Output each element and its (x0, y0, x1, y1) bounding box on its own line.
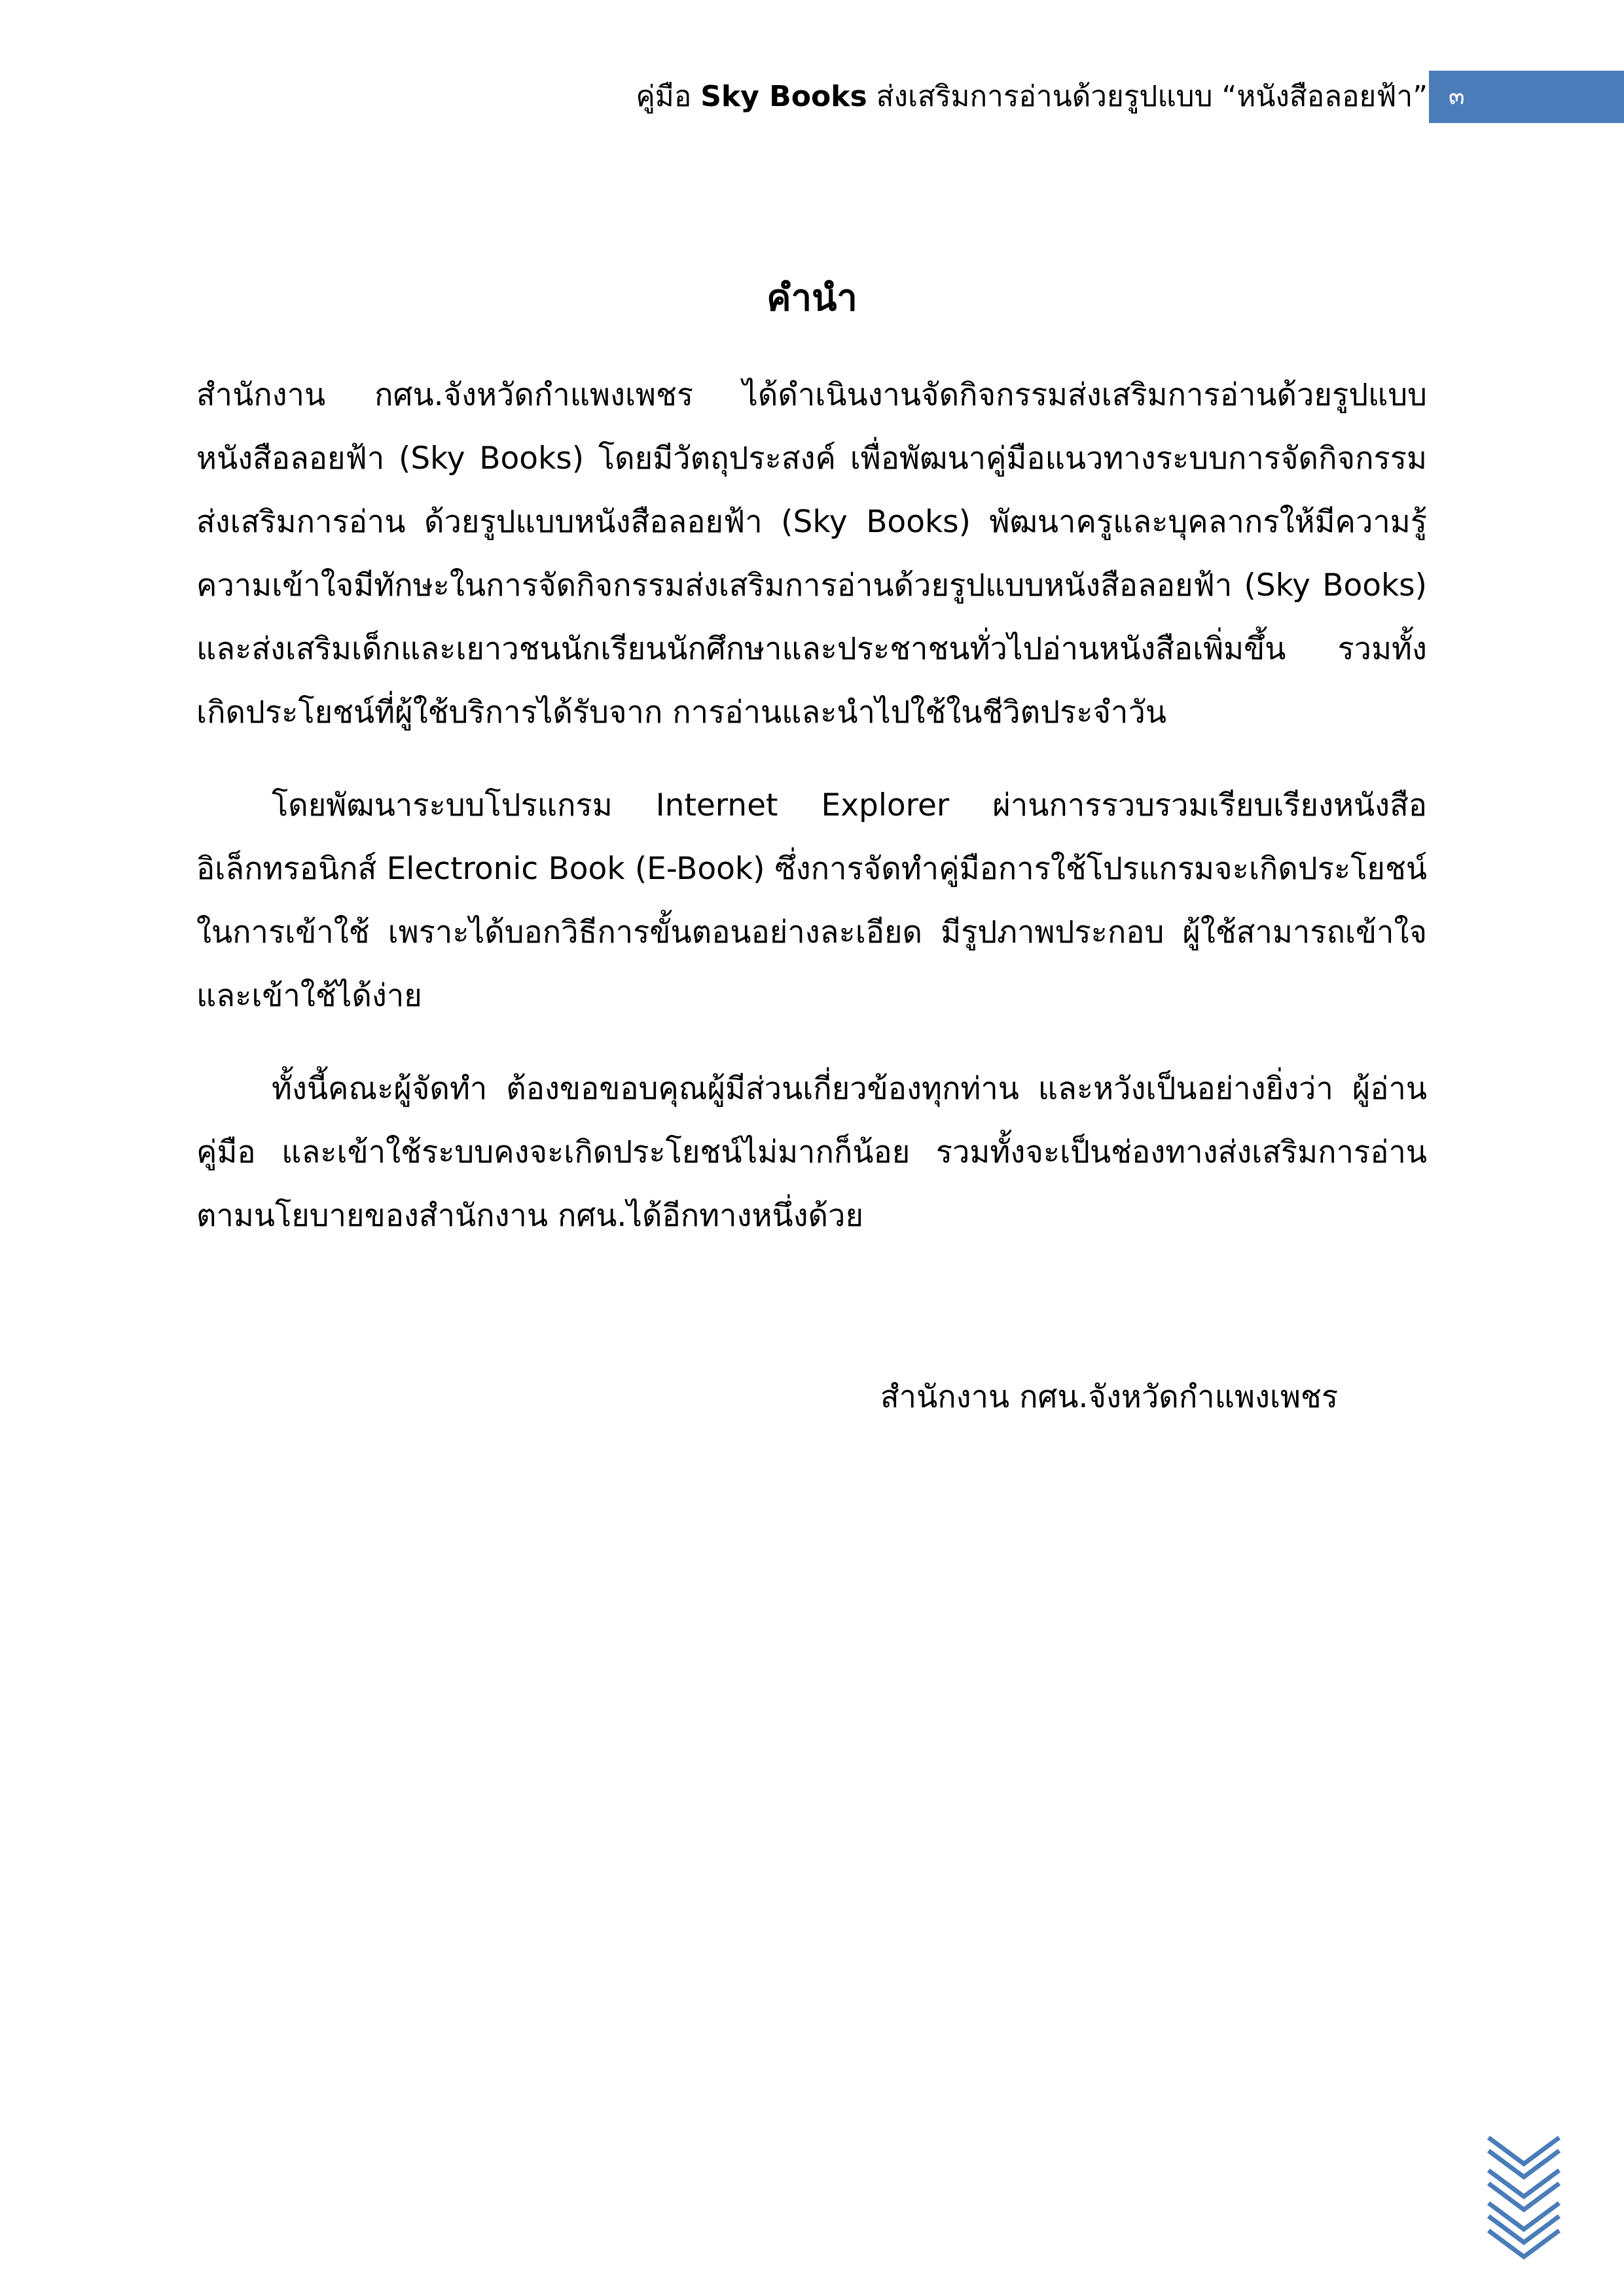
paragraph-1: สำนักงาน กศน.จังหวัดกำแพงเพชร ได้ดำเนินงานจัดกิจกรรมส่งเสริมการอ่านด้วยรูปแบบหนังสือลอยฟ้า (Sky Books) โดยมีวัตถุประสงค์ เพื่อพัฒนาคู่มือแนวทางระบบการจัดกิจกรรมส่งเสริมการอ่าน ด้วยรูปแบบหนังสือลอยฟ้า (Sky Books) พัฒนาครูและบุคลากรให้มีความรู้ความเข้าใจมีทักษะในการจัดกิจกรรมส่งเสริมการอ่านด้วยรูปแบบหนังสือลอยฟ้า (Sky Books) และส่งเสริมเด็กและเยาวชนนักเรียนนักศึกษาและประชาชนทั่วไปอ่านหนังสือเพิ่มขึ้น รวมทั้งเกิดประโยชน์ที่ผู้ใช้บริการได้รับจาก การอ่านและนำไปใช้ในชีวิตประจำวัน (196, 377, 1427, 730)
document-body (196, 363, 1427, 1277)
header-title-prefix: คู่มือ (636, 80, 701, 113)
header-title-brand: Sky Books (700, 80, 867, 113)
page-number: ๓ (1449, 83, 1465, 110)
header-title-suffix: ส่งเสริมการอ่านด้วยรูปแบบ “หนังสือลอยฟ้า” (867, 80, 1428, 113)
signature: สำนักงาน กศน.จังหวัดกำแพงเพชร (880, 1379, 1339, 1415)
paragraph-3: ทั้งนี้คณะผู้จัดทำ ต้องขอขอบคุณผู้มีส่วนเกี่ยวข้องทุกท่าน และหวังเป็นอย่างยิ่งว่า ผู้อ่านคู่มือ และเข้าใช้ระบบคงจะเกิดประโยชน์ไม่มากก็น้อย รวมทั้งจะเป็นช่องทางส่งเสริมการอ่านตามนโยบายของสำนักงาน กศน.ได้อีกทางหนึ่งด้วย (196, 1071, 1427, 1234)
page-number-badge (1429, 71, 1624, 123)
document-title: คำนำ (767, 277, 857, 319)
header-title (636, 71, 1428, 123)
paragraph-2: โดยพัฒนาระบบโปรแกรม Internet Explorer ผ่านการรวบรวมเรียบเรียงหนังสืออิเล็กทรอนิกส์ Electronic Book (E-Book) ซึ่งการจัดทำคู่มือการใช้โปรแกรมจะเกิดประโยชน์ในการเข้าใช้ เพราะได้บอกวิธีการขั้นตอนอย่างละเอียด มีรูปภาพประกอบ ผู้ใช้สามารถเข้าใจ และเข้าใช้ได้ง่าย (196, 787, 1427, 1014)
page-header (0, 71, 1624, 123)
chevron-stack-down-icon (1485, 2132, 1563, 2263)
